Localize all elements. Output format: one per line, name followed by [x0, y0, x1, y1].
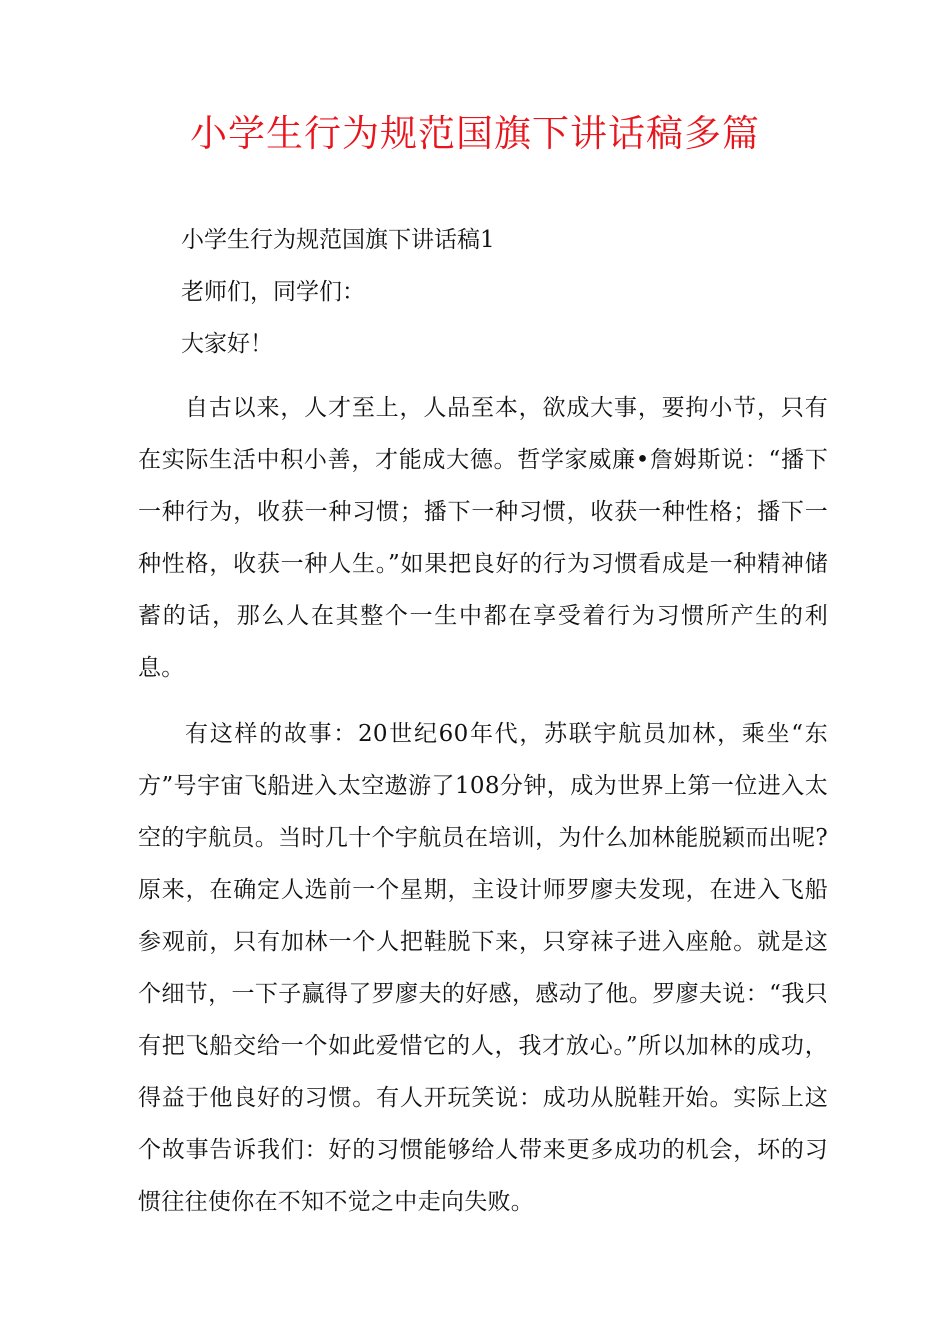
- paragraph-2: 有这样的故事：20世纪60年代，苏联宇航员加林，乘坐“东方”号宇宙飞船进入太空遨游了108分钟，成为世界上第一位进入太空的宇航员。当时几十个宇航员在培训，为什么加林能脱颖而出呢?原来，在确定人选前一个星期，主设计师罗廖夫发现，在进入飞船参观前，只有加林一个人把鞋脱下来，只穿袜子进入座舱。就是这个细节，一下子赢得了罗廖夫的好感，感动了他。罗廖夫说：“我只有把飞船交给一个如此爱惜它的人，我才放心。”所以加林的成功，得益于他良好的习惯。有人开玩笑说：成功从脱鞋开始。实际上这个故事告诉我们：好的习惯能够给人带来更多成功的机会，坏的习惯往往使你在不知不觉之中走向失败。: [138, 721, 828, 1215]
- section-heading: 小学生行为规范国旗下讲话稿1: [181, 227, 495, 253]
- greeting: 大家好！: [181, 331, 273, 357]
- document-body: [138, 222, 828, 1242]
- paragraph-1: 自古以来，人才至上，人品至本，欲成大事，要拘小节，只有在实际生活中积小善，才能成大德。哲学家威廉•詹姆斯说：“播下一种行为，收获一种习惯；播下一种习惯，收获一种性格；播下一种性格，收获一种人生。”如果把良好的行为习惯看成是一种精神储蓄的话，那么人在其整个一生中都在享受着行为习惯所产生的利息。: [138, 395, 828, 681]
- salutation: 老师们，同学们：: [181, 279, 365, 305]
- document-title: 小学生行为规范国旗下讲话稿多篇: [190, 112, 760, 155]
